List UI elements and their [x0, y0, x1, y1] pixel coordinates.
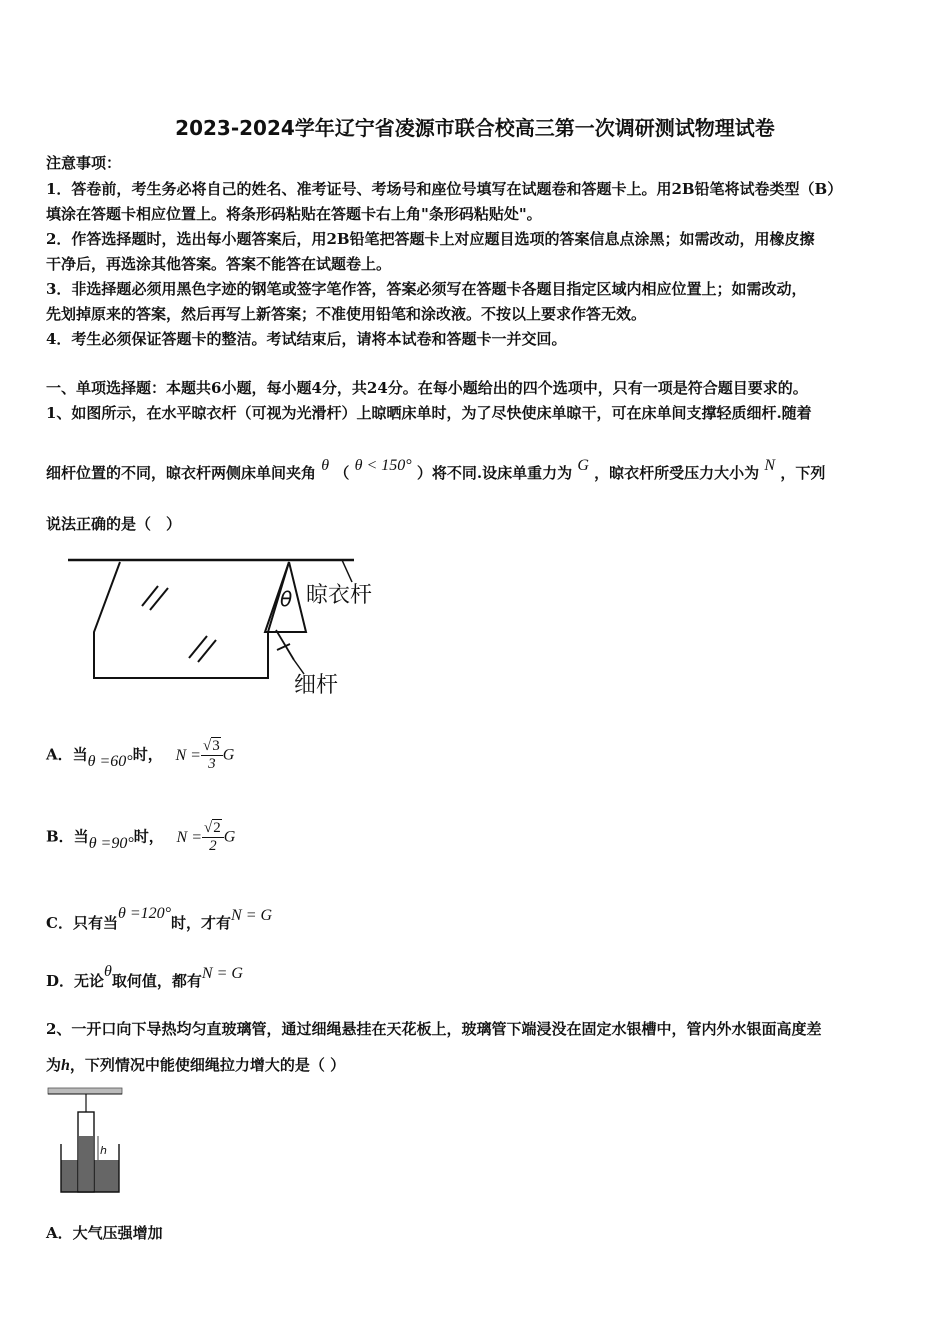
figure-theta-label: θ — [280, 587, 293, 611]
fraction: $\frac{√2}{2}$ — [202, 820, 224, 855]
notice-line: 2．作答选择题时，选出每小题答案后，用2B铅笔把答题卡上对应题目选项的答案信息点涂黑；如需改动，用橡皮擦 — [46, 230, 815, 248]
q2-stem-line2: 为h，下列情况中能使细绳拉力增大的是（ ） — [46, 1056, 346, 1074]
notice-line: 填涂在答题卡相应位置上。将条形码粘贴在答题卡右上角"条形码粘贴处"。 — [46, 205, 542, 223]
q2-stem-line1: 2、一开口向下导热均匀直玻璃管，通过细绳悬挂在天花板上，玻璃管下端浸没在固定水银槽中，管内外水银面高度差 — [46, 1020, 822, 1038]
notice-line: 1．答卷前，考生务必将自己的姓名、准考证号、考场号和座位号填写在试题卷和答题卡上。用2B铅笔将试卷类型（B） — [46, 180, 843, 198]
fraction: $\frac{√3}{3}$ — [201, 738, 223, 773]
notice-heading: 注意事项： — [46, 154, 122, 172]
q2-option-a[interactable]: A．大气压强增加 — [46, 1224, 163, 1242]
page-title: 2023-2024学年辽宁省凌源市联合校高三第一次调研测试物理试卷 — [175, 116, 775, 140]
notice-line: 先划掉原来的答案，然后再写上新答案；不准使用铅笔和涂改液。不按以上要求作答无效。 — [46, 305, 647, 323]
theta-symbol: θ — [321, 457, 330, 474]
h-symbol: h — [61, 1057, 70, 1074]
notice-line: 3．非选择题必须用黑色字迹的钢笔或签字笔作答，答案必须写在答题卡各题目指定区域内相应位置上；如需改动， — [46, 280, 807, 298]
notice-line: 4．考生必须保证答题卡的整洁。考试结束后，请将本试卷和答题卡一并交回。 — [46, 330, 567, 348]
notice-line: 干净后，再选涂其他答案。答案不能答在试题卷上。 — [46, 255, 392, 273]
section-heading: 一、单项选择题：本题共6小题，每小题4分，共24分。在每小题给出的四个选项中，只有一项是符合题目要求的。 — [46, 379, 808, 397]
figure-label-stick: 细杆 — [294, 673, 339, 698]
q1-stem-line1: 1、如图所示，在水平晾衣杆（可视为光滑杆）上晾晒床单时，为了尽快使床单晾干，可在床单间支撑轻质细杆.随着 — [46, 404, 812, 422]
force-symbol: N — [764, 457, 776, 474]
q1-stem-line2: 细杆位置的不同，晾衣杆两侧床单间夹角 θ （ θ < 150° ）将不同.设床单重力为 G ，晾衣杆所受压力大小为 N ，下列 — [46, 457, 826, 482]
q1-stem-line3: 说法正确的是（ ） — [46, 515, 182, 533]
q1-option-c[interactable]: C．只有当θ =120°时，才有N = G — [46, 905, 273, 932]
figure-label-rod: 晾衣杆 — [306, 583, 373, 608]
gravity-symbol: G — [577, 457, 589, 474]
clothesline-figure — [62, 550, 392, 700]
q1-option-b[interactable]: B．当θ =90°时， N = $\frac{√2}{2}$ G — [46, 820, 236, 854]
q1-option-d[interactable]: D．无论θ取何值，都有N = G — [46, 963, 243, 990]
figure-h-label: h — [100, 1144, 107, 1157]
angle-condition: θ < 150° — [354, 457, 412, 474]
q1-option-a[interactable]: A．当θ =60°时， N = $\frac{√3}{3}$ G — [46, 738, 235, 772]
mercury-tube-figure — [46, 1084, 126, 1196]
